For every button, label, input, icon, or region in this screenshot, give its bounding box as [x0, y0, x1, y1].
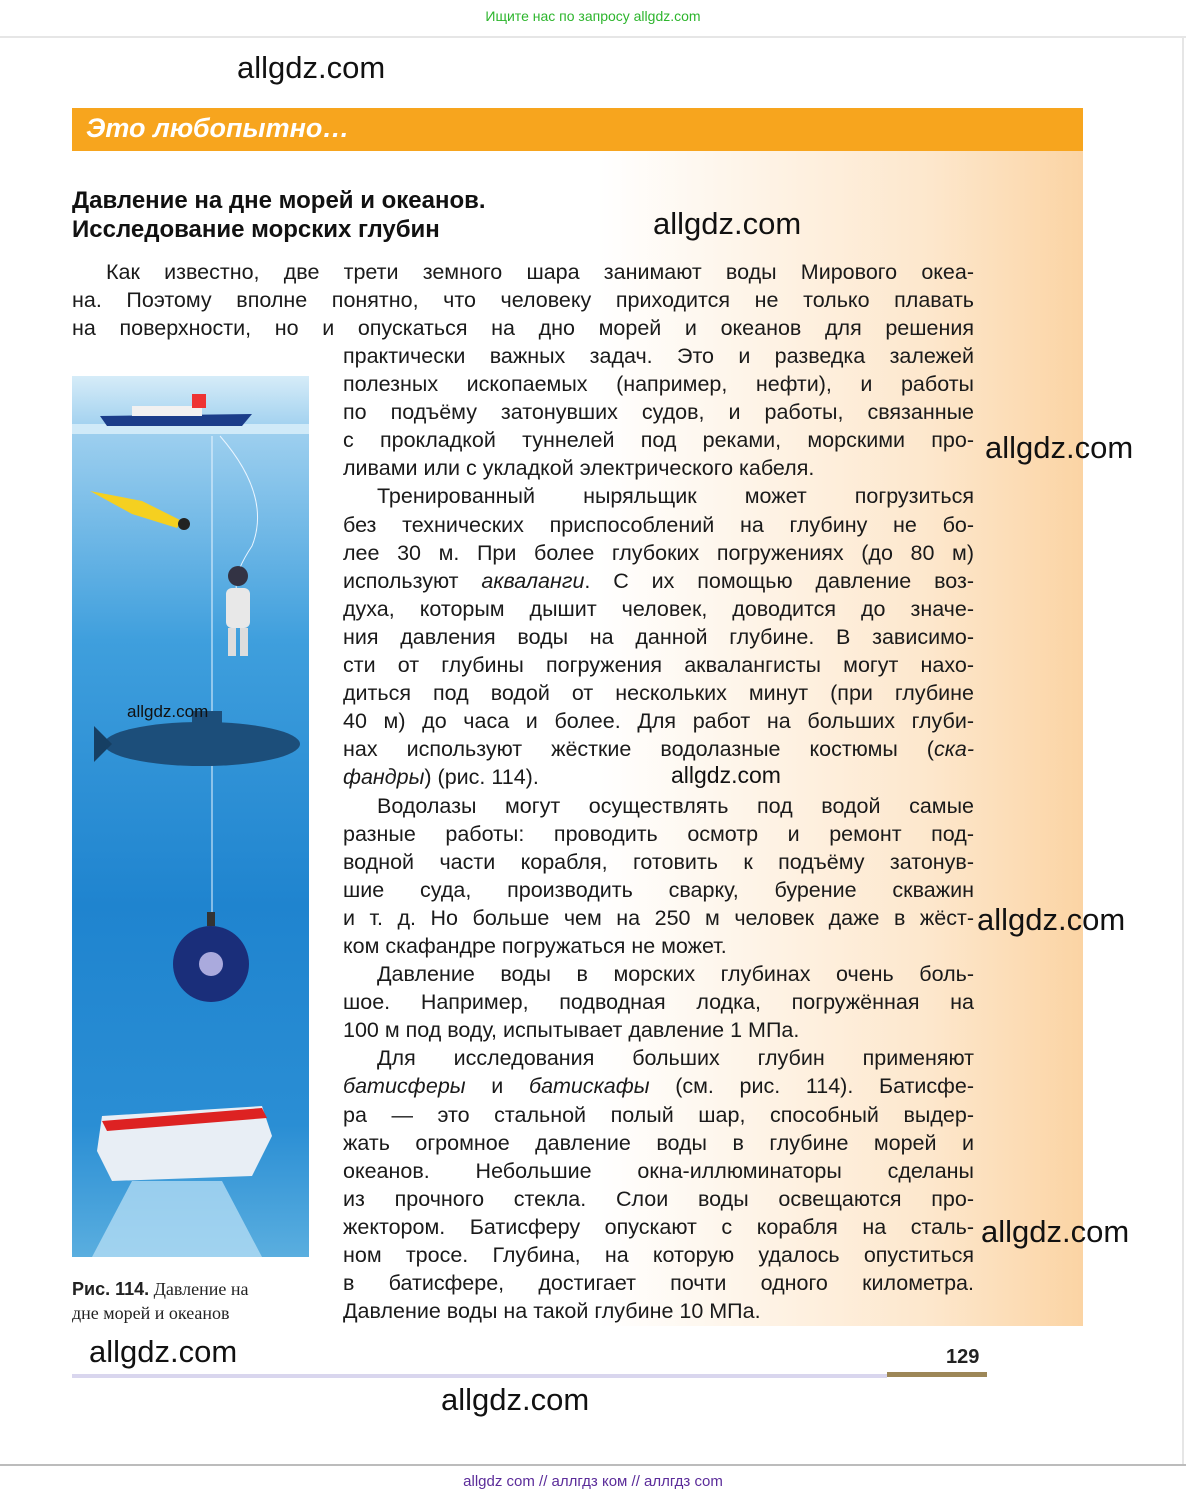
watermark: allgdz.com: [985, 430, 1134, 465]
body-line: [72, 314, 974, 342]
body-line: [343, 454, 974, 482]
text-run: шие суда, производить сварку, бурение скважин: [343, 877, 974, 902]
text-run: без технических приспособлений на глубину не бо-: [343, 512, 974, 537]
text-run: ра — это стальной полый шар, способный выдер-: [343, 1102, 974, 1127]
text-run: ливами или с укладкой электрического кабеля.: [343, 456, 815, 481]
ship-icon: [72, 394, 309, 434]
watermark: allgdz.com: [653, 206, 802, 241]
watermark: allgdz.com: [981, 1214, 1130, 1249]
body-line: [343, 1241, 974, 1269]
text-run: Для исследования больших глубин применяют: [377, 1046, 974, 1071]
divider: [1182, 36, 1184, 1466]
text-run: 40 м) до часа и более. Для работ на больших глуби-: [343, 709, 974, 734]
bathysphere-icon: [173, 912, 249, 1002]
diving-suit-icon: [226, 566, 250, 656]
body-line: [343, 511, 974, 539]
body-line: [343, 988, 974, 1016]
text-run: на. Поэтому вполне понятно, что человеку приходится не только плавать: [72, 288, 974, 313]
italic-term: батискафы: [528, 1074, 650, 1099]
text-run: водной части корабля, готовить к подъёму затонув-: [343, 849, 974, 874]
body-line: [343, 1213, 974, 1241]
body-line: [343, 820, 974, 848]
body-line: [343, 707, 974, 735]
body-line: [343, 1016, 974, 1044]
body-line: [343, 398, 974, 426]
text-run: по подъёму затонувших судов, и работы, связанные: [343, 400, 974, 425]
article-title: [72, 186, 486, 244]
italic-term: фандры: [343, 765, 425, 790]
text-run: Водолазы могут осуществлять под водой самые: [377, 793, 974, 818]
caption-label: Рис. 114.: [72, 1279, 150, 1299]
body-line: [343, 735, 974, 763]
figure-114-image: [72, 376, 309, 1257]
body-line: [343, 763, 974, 791]
body-line: [343, 792, 974, 820]
caption-text: дне морей и океанов: [72, 1303, 230, 1323]
text-run: полезных ископаемых (например, нефти), и работы: [343, 372, 974, 397]
text-run: ) (рис. 114).: [424, 765, 539, 790]
watermark: allgdz.com: [89, 1334, 238, 1369]
text-run: ном тросе. Глубина, на которую удалось опуститься: [343, 1243, 974, 1267]
body-line: [343, 539, 974, 567]
divider: [0, 1464, 1186, 1466]
watermark: allgdz.com: [671, 762, 781, 788]
body-line: [343, 1157, 974, 1185]
text-run: . С их помощью давление воз-: [584, 568, 974, 593]
text-run: океанов. Небольшие окна-иллюминаторы сделаны: [343, 1158, 974, 1183]
text-run: жать огромное давление воды в глубине морей и: [343, 1130, 974, 1155]
watermark: allgdz.com: [127, 702, 209, 721]
text-run: лее 30 м. При более глубоких погружениях (до 80 м): [343, 540, 974, 565]
title-line: Исследование морских глубин: [72, 216, 440, 243]
title-line: Давление на дне морей и океанов.: [72, 187, 486, 214]
body-text-full: [72, 258, 974, 342]
footer-links: allgdz com // аллгдз ком // аллгдз com: [463, 1473, 723, 1490]
section-header-label: Это любопытно…: [86, 113, 350, 143]
body-line: [343, 482, 974, 510]
text-run: в батисфере, достигает почти одного километра.: [343, 1271, 974, 1296]
text-run: Давление воды на такой глубине 10 МПа.: [343, 1299, 761, 1324]
body-line: [72, 258, 974, 286]
watermark: allgdz.com: [441, 1382, 590, 1417]
body-line: [343, 1185, 974, 1213]
figure-caption: [72, 1277, 249, 1325]
italic-term: акваланги: [481, 568, 585, 593]
divider: [0, 36, 1186, 38]
text-run: и т. д. Но больше чем на 250 м человек даже в жёст-: [343, 905, 974, 930]
text-run: с прокладкой туннелей под реками, морскими про-: [343, 428, 974, 453]
body-line: [343, 623, 974, 651]
body-line: [343, 595, 974, 623]
body-line: [343, 651, 974, 679]
text-run: на поверхности, но и опускаться на дно морей и океанов для решения: [72, 316, 974, 341]
text-run: ния давления воды на данной глубине. В зависимо-: [343, 624, 974, 649]
section-header: [72, 108, 1083, 151]
body-line: [343, 370, 974, 398]
text-run: и: [465, 1074, 529, 1099]
watermark: allgdz.com: [977, 902, 1126, 937]
text-run: Тренированный ныряльщик может погрузиться: [377, 484, 974, 509]
text-run: 100 м под воду, испытывает давление 1 МПа.: [343, 1018, 800, 1043]
caption-text: Давление на: [149, 1279, 249, 1299]
text-run: разные работы: проводить осмотр и ремонт под-: [343, 821, 974, 846]
text-run: нах используют жёсткие водолазные костюмы (: [343, 737, 934, 762]
body-line: [343, 1269, 974, 1297]
body-line: [343, 1297, 974, 1325]
diver-icon: [90, 491, 190, 530]
body-text-narrow: [343, 342, 974, 1325]
body-line: [343, 567, 974, 595]
text-run: (см. рис. 114). Батисфе-: [649, 1074, 974, 1099]
text-run: шое. Например, подводная лодка, погружённая на: [343, 990, 974, 1015]
text-run: практически важных задач. Это и разведка залежей: [343, 344, 974, 368]
page-rule: [72, 1374, 887, 1378]
page-number: 129: [946, 1346, 980, 1368]
watermark: allgdz.com: [237, 50, 386, 85]
italic-term: батисферы: [343, 1074, 466, 1099]
body-line: [343, 679, 974, 707]
body-line: [343, 1072, 974, 1100]
italic-term: ска-: [933, 737, 974, 762]
text-run: диться под водой от нескольких минут (при глубине: [343, 681, 974, 706]
body-line: [72, 286, 974, 314]
text-run: из прочного стекла. Слои воды освещаются про-: [343, 1186, 974, 1211]
body-line: [343, 960, 974, 988]
body-line: [343, 904, 974, 932]
text-run: Давление воды в морских глубинах очень боль-: [377, 962, 974, 987]
body-line: [343, 1044, 974, 1072]
page-rule-accent: [887, 1372, 987, 1377]
text-run: используют: [343, 568, 482, 593]
text-run: ком скафандре погружаться не может.: [343, 933, 727, 958]
body-line: [343, 876, 974, 904]
body-line: [343, 932, 974, 960]
bathyscaphe-icon: [92, 1106, 272, 1257]
body-line: [343, 848, 974, 876]
body-line: [343, 342, 974, 370]
text-run: духа, которым дышит человек, доводится до значе-: [343, 596, 974, 621]
text-run: жектором. Батисферу опускают с корабля на сталь-: [343, 1214, 974, 1239]
text-run: сти от глубины погружения аквалангисты могут нахо-: [343, 653, 974, 678]
body-line: [343, 1101, 974, 1129]
search-banner: Ищите нас по запросу allgdz.com: [485, 8, 701, 24]
text-run: Как известно, две трети земного шара занимают воды Мирового океа-: [106, 260, 974, 284]
body-line: [343, 1129, 974, 1157]
body-line: [343, 426, 974, 454]
